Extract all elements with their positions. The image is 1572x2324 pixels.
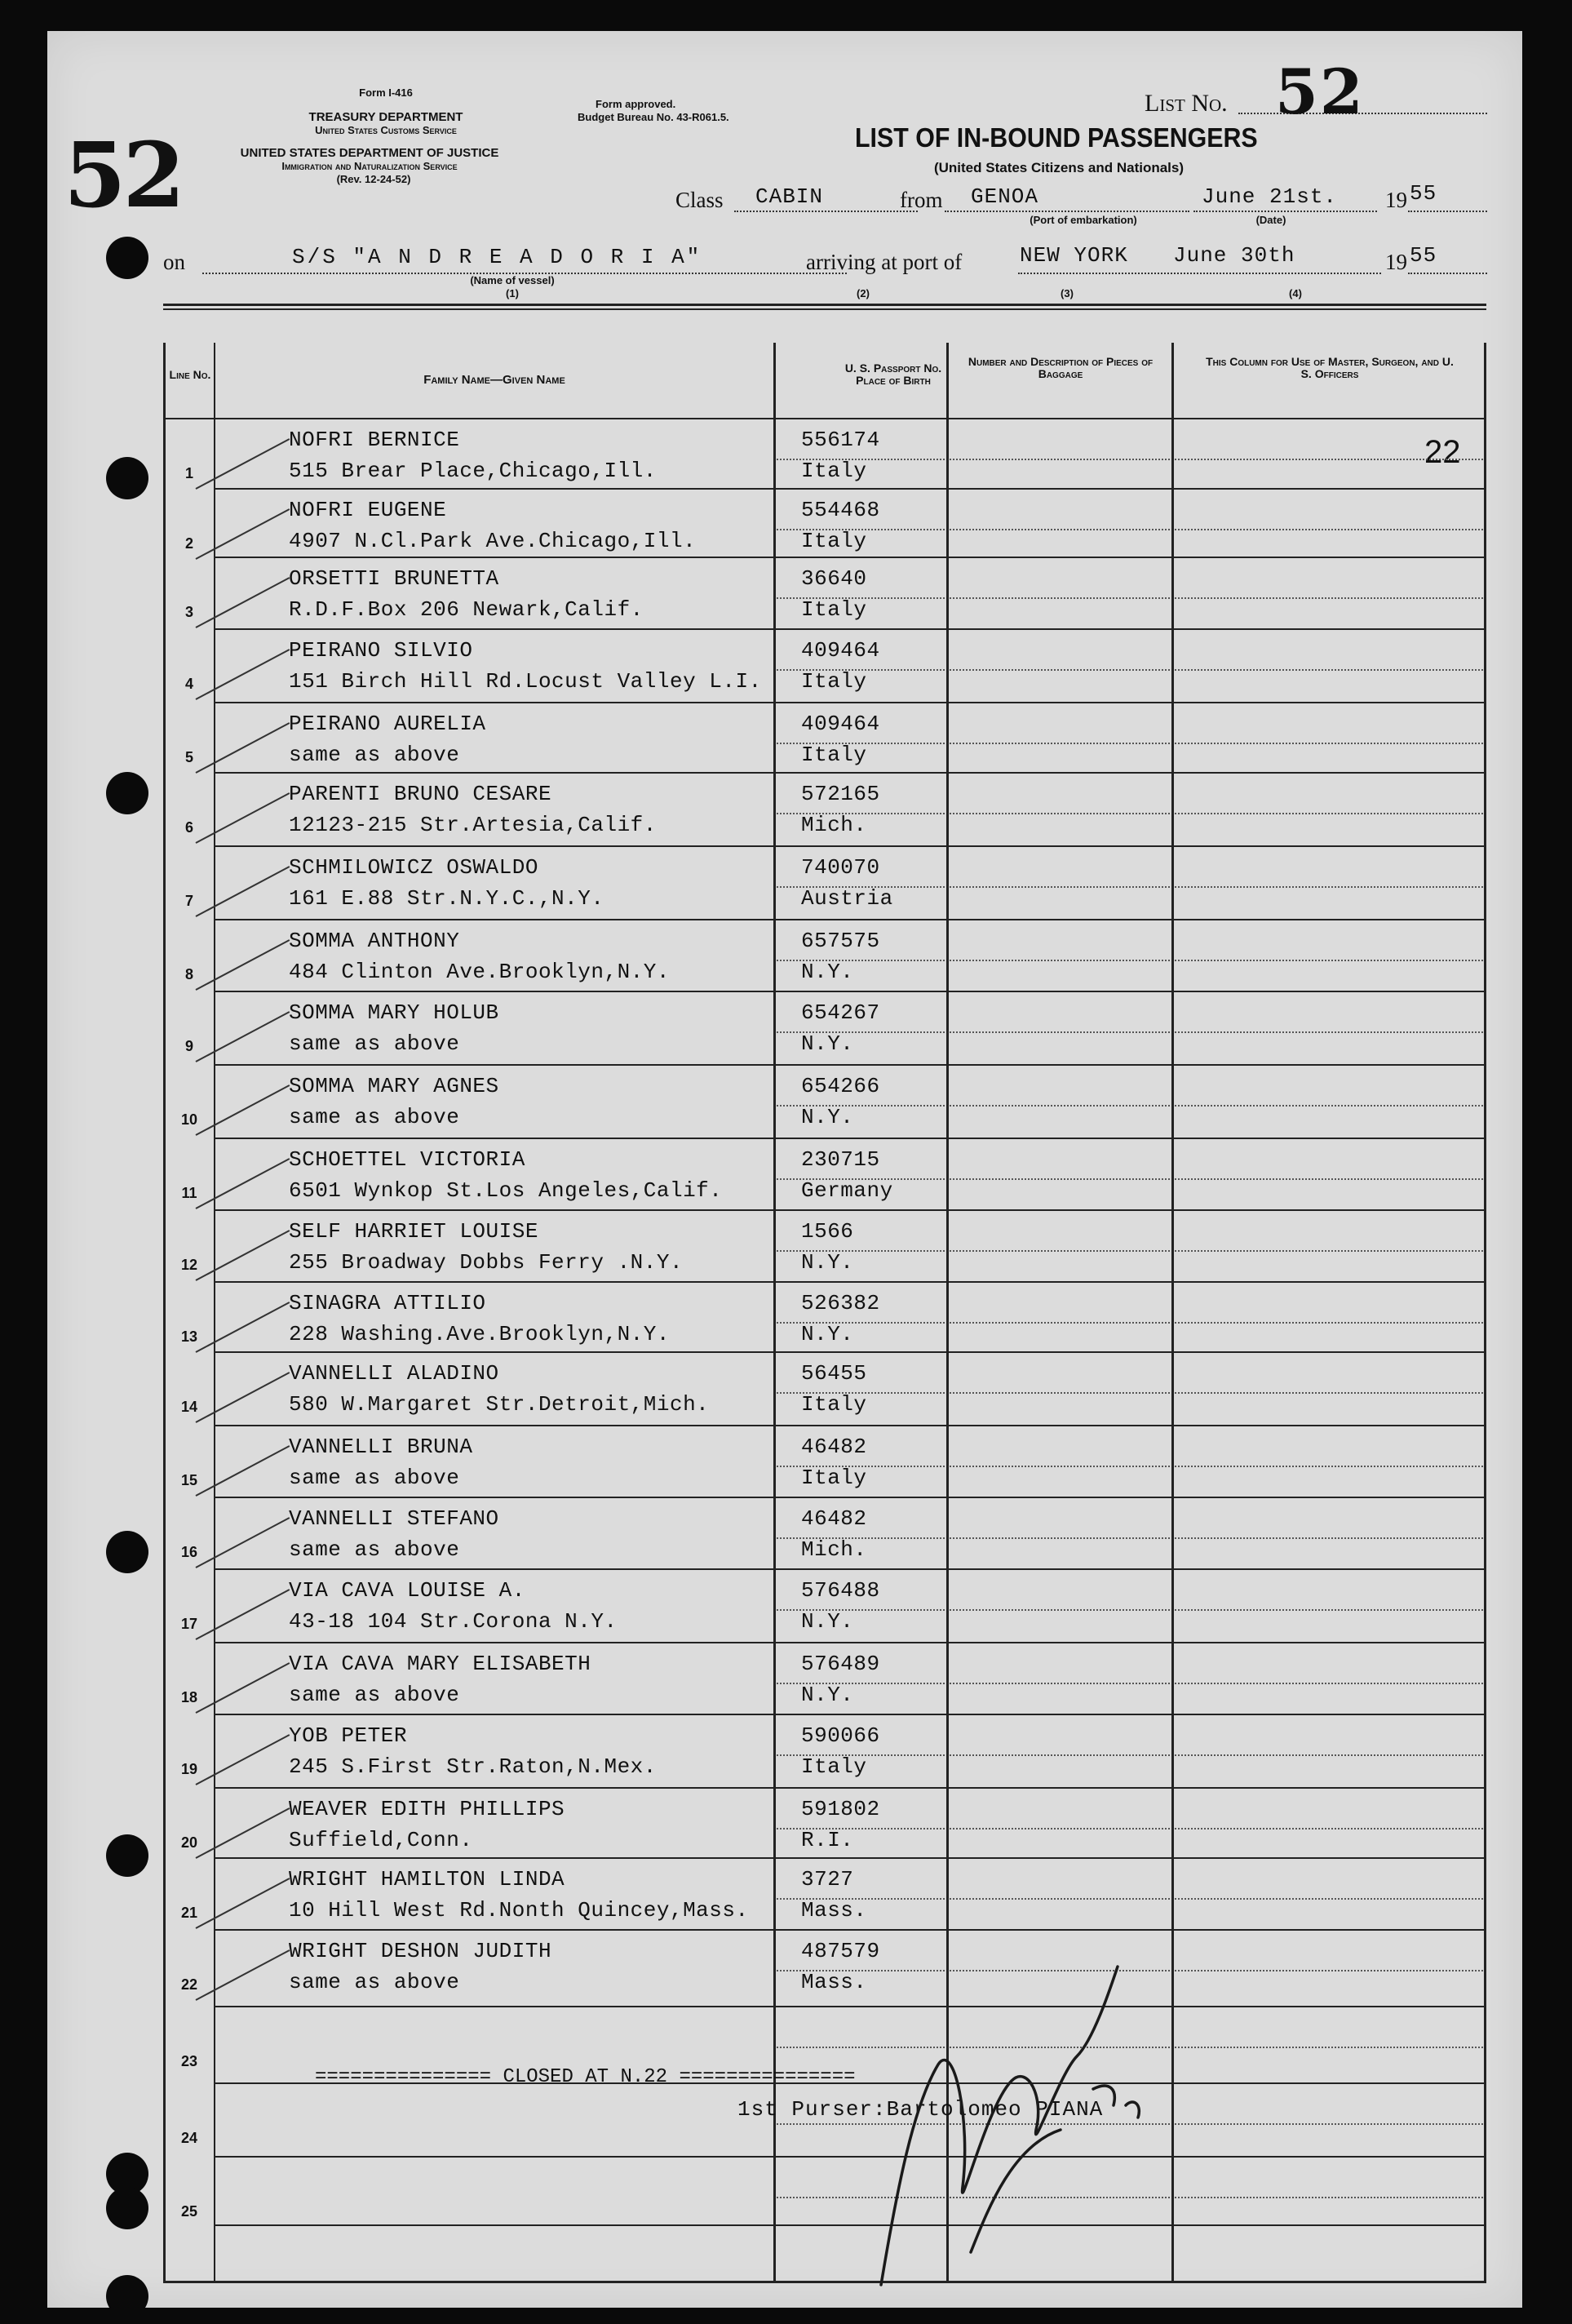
- passport-number: 590066: [801, 1723, 880, 1748]
- col4-caption: (4): [1289, 287, 1302, 299]
- check-mark: [196, 1662, 290, 1714]
- list-no-value: 52: [1275, 55, 1365, 128]
- passenger-name: WRIGHT DESHON JUDITH: [289, 1939, 552, 1963]
- passenger-name: NOFRI BERNICE: [289, 428, 460, 452]
- line-number: 23: [180, 2053, 198, 2069]
- port-embarkation-caption: (Port of embarkation): [1030, 214, 1137, 226]
- arriving-label: arriving at port of: [806, 250, 963, 274]
- check-mark: [196, 577, 290, 628]
- from-value: GENOA: [971, 184, 1039, 209]
- place-of-birth: N.Y.: [801, 1105, 854, 1129]
- line-number: 16: [180, 1544, 198, 1560]
- line-number: 6: [184, 819, 193, 836]
- passenger-address: same as above: [289, 1031, 460, 1056]
- punch-hole: [106, 2187, 148, 2229]
- place-of-birth: Italy: [801, 1392, 867, 1417]
- punch-hole: [106, 772, 148, 814]
- date-caption: (Date): [1255, 214, 1286, 226]
- place-of-birth: Italy: [801, 1466, 867, 1490]
- passport-number: 572165: [801, 782, 880, 806]
- check-mark: [196, 722, 290, 774]
- check-mark: [196, 1517, 290, 1568]
- check-mark: [196, 1230, 290, 1281]
- place-of-birth: Germany: [801, 1178, 893, 1203]
- punch-hole: [106, 1834, 148, 1877]
- passport-number: 46482: [801, 1435, 867, 1459]
- passenger-name: WRIGHT HAMILTON LINDA: [289, 1867, 565, 1892]
- col2-caption: (2): [857, 287, 870, 299]
- passenger-name: SCHOETTEL VICTORIA: [289, 1147, 525, 1172]
- dept-treasury: TREASURY DEPARTMENT: [308, 110, 463, 124]
- place-of-birth: Italy: [801, 529, 867, 553]
- dept-immigration: Immigration and Naturalization Service: [281, 160, 458, 172]
- passenger-address: R.D.F.Box 206 Newark,Calif.: [289, 597, 644, 622]
- line-number: 22: [180, 1976, 198, 1993]
- form-revision: (Rev. 12-24-52): [336, 173, 411, 185]
- line-number: 21: [180, 1905, 198, 1921]
- vessel-caption: (Name of vessel): [470, 274, 555, 286]
- line-number: 4: [184, 676, 193, 692]
- passenger-name: NOFRI EUGENE: [289, 498, 447, 522]
- passenger-name: VIA CAVA LOUISE A.: [289, 1578, 525, 1603]
- check-mark: [196, 1158, 290, 1209]
- place-of-birth: Mich.: [801, 1537, 867, 1562]
- arrival-port: NEW YORK: [1020, 243, 1128, 268]
- passport-number: 591802: [801, 1797, 880, 1821]
- passport-number: 657575: [801, 929, 880, 953]
- line-number: 14: [180, 1399, 198, 1415]
- place-of-birth: N.Y.: [801, 960, 854, 984]
- passenger-address: 4907 N.Cl.Park Ave.Chicago,Ill.: [289, 529, 697, 553]
- passenger-address: 151 Birch Hill Rd.Locust Valley L.I.: [289, 669, 762, 694]
- line-number: 1: [184, 465, 193, 481]
- passport-number: 409464: [801, 638, 880, 663]
- dept-justice: UNITED STATES DEPARTMENT OF JUSTICE: [240, 146, 499, 160]
- page-title: LIST OF IN-BOUND PASSENGERS: [855, 122, 1258, 153]
- passport-number: 46482: [801, 1506, 867, 1531]
- passport-number: 576489: [801, 1652, 880, 1676]
- passport-number: 740070: [801, 855, 880, 880]
- passport-number: 487579: [801, 1939, 880, 1963]
- passport-number: 230715: [801, 1147, 880, 1172]
- passenger-address: same as above: [289, 1537, 460, 1562]
- passport-number: 556174: [801, 428, 880, 452]
- line-number: 24: [180, 2130, 198, 2146]
- header-family-name: Family Name—Given Name: [423, 373, 565, 387]
- dept-customs: United States Customs Service: [315, 124, 457, 136]
- passenger-name: PEIRANO AURELIA: [289, 712, 486, 736]
- check-mark: [196, 1011, 290, 1062]
- class-label: Class: [675, 188, 724, 212]
- budget-bureau: Budget Bureau No. 43-R061.5.: [578, 111, 729, 123]
- passenger-address: 10 Hill West Rd.Nonth Quincey,Mass.: [289, 1898, 749, 1923]
- closing-line: =============== CLOSED AT N.22 ===============: [315, 2066, 856, 2088]
- check-mark: [196, 1807, 290, 1859]
- passenger-address: 161 E.88 Str.N.Y.C.,N.Y.: [289, 886, 604, 911]
- header-line-no: Line No.: [169, 368, 211, 381]
- line-number: 10: [180, 1111, 198, 1128]
- check-mark: [196, 792, 290, 844]
- passenger-name: SELF HARRIET LOUISE: [289, 1219, 538, 1244]
- passenger-address: 255 Broadway Dobbs Ferry .N.Y.: [289, 1250, 684, 1275]
- passenger-name: SOMMA MARY AGNES: [289, 1074, 499, 1098]
- place-of-birth: N.Y.: [801, 1031, 854, 1056]
- passenger-name: VANNELLI BRUNA: [289, 1435, 473, 1459]
- passport-number: 576488: [801, 1578, 880, 1603]
- list-no-label: List No.: [1145, 90, 1228, 117]
- passenger-address: 12123-215 Str.Artesia,Calif.: [289, 813, 657, 837]
- purser-line: 1st Purser:Bartolomeo PIANA: [737, 2097, 1104, 2122]
- check-mark: [196, 939, 290, 991]
- place-of-birth: Italy: [801, 459, 867, 483]
- passenger-name: PARENTI BRUNO CESARE: [289, 782, 552, 806]
- passport-number: 56455: [801, 1361, 867, 1386]
- place-of-birth: Italy: [801, 597, 867, 622]
- place-of-birth: N.Y.: [801, 1322, 854, 1346]
- check-mark: [196, 1734, 290, 1785]
- passenger-name: SCHMILOWICZ OSWALDO: [289, 855, 538, 880]
- check-mark: [196, 508, 290, 560]
- signature: [848, 1942, 1158, 2301]
- header-passport: U. S. Passport No. Place of Birth: [844, 361, 942, 387]
- passenger-address: Suffield,Conn.: [289, 1828, 473, 1852]
- place-of-birth: N.Y.: [801, 1250, 854, 1275]
- passport-number: 554468: [801, 498, 880, 522]
- passenger-name: SOMMA MARY HOLUB: [289, 1000, 499, 1025]
- passport-number: 1566: [801, 1219, 854, 1244]
- embark-year: 55: [1410, 181, 1437, 206]
- place-of-birth: Austria: [801, 886, 893, 911]
- form-approved: Form approved.: [596, 98, 676, 110]
- passenger-address: 580 W.Margaret Str.Detroit,Mich.: [289, 1392, 710, 1417]
- passenger-name: SINAGRA ATTILIO: [289, 1291, 486, 1315]
- check-mark: [196, 438, 290, 490]
- passenger-address: 6501 Wynkop St.Los Angeles,Calif.: [289, 1178, 723, 1203]
- line-number: 25: [180, 2203, 198, 2220]
- line-number: 20: [180, 1834, 198, 1851]
- class-value: CABIN: [755, 184, 824, 209]
- place-of-birth: Mass.: [801, 1970, 867, 1994]
- col3-caption: (3): [1061, 287, 1074, 299]
- place-of-birth: Mass.: [801, 1898, 867, 1923]
- line-number: 3: [184, 604, 193, 620]
- place-of-birth: Italy: [801, 669, 867, 694]
- line-number: 18: [180, 1689, 198, 1705]
- check-mark: [196, 1949, 290, 2001]
- line-number: 7: [184, 893, 193, 909]
- passenger-name: ORSETTI BRUNETTA: [289, 566, 499, 591]
- check-mark: [196, 1302, 290, 1353]
- check-mark: [196, 649, 290, 700]
- embark-date: June 21st.: [1202, 184, 1338, 209]
- embark-year-prefix: 19: [1385, 188, 1407, 212]
- passenger-address: 484 Clinton Ave.Brooklyn,N.Y.: [289, 960, 670, 984]
- arrival-year-prefix: 19: [1385, 250, 1407, 274]
- passenger-name: WEAVER EDITH PHILLIPS: [289, 1797, 565, 1821]
- passenger-name: VIA CAVA MARY ELISABETH: [289, 1652, 591, 1676]
- arrival-year: 55: [1410, 243, 1437, 268]
- place-of-birth: R.I.: [801, 1828, 854, 1852]
- header-officers: This Column for Use of Master, Surgeon, and U. S. Officers: [1206, 355, 1454, 380]
- place-of-birth: Italy: [801, 1754, 867, 1779]
- line-number: 12: [180, 1257, 198, 1273]
- passenger-name: PEIRANO SILVIO: [289, 638, 473, 663]
- passenger-table: [163, 310, 1486, 2283]
- passenger-name: SOMMA ANTHONY: [289, 929, 460, 953]
- check-mark: [196, 1878, 290, 1929]
- passport-number: 526382: [801, 1291, 880, 1315]
- document-sheet: [47, 31, 1522, 2308]
- line-number: 17: [180, 1616, 198, 1632]
- passenger-address: same as above: [289, 1466, 460, 1490]
- place-of-birth: Italy: [801, 743, 867, 767]
- place-of-birth: Mich.: [801, 813, 867, 837]
- passenger-address: same as above: [289, 1970, 460, 1994]
- punch-hole: [106, 2275, 148, 2317]
- stamp-number: 52: [64, 122, 183, 228]
- line-number: 5: [184, 749, 193, 765]
- line-number: 9: [184, 1038, 193, 1054]
- check-mark: [196, 866, 290, 917]
- passenger-name: VANNELLI STEFANO: [289, 1506, 499, 1531]
- on-label: on: [163, 250, 185, 274]
- page-subtitle: (United States Citizens and Nationals): [933, 160, 1185, 175]
- punch-hole: [106, 1531, 148, 1573]
- check-mark: [196, 1589, 290, 1640]
- passenger-name: YOB PETER: [289, 1723, 407, 1748]
- passport-number: 36640: [801, 566, 867, 591]
- line-number: 11: [181, 1185, 197, 1201]
- from-label: from: [900, 188, 943, 212]
- punch-hole: [106, 237, 148, 279]
- passport-number: 654266: [801, 1074, 880, 1098]
- passenger-address: 245 S.First Str.Raton,N.Mex.: [289, 1754, 657, 1779]
- check-mark: [196, 1084, 290, 1136]
- check-mark: [196, 1372, 290, 1423]
- form-number: Form I-416: [359, 86, 413, 99]
- header-baggage: Number and Description of Pieces of Baggage: [968, 355, 1154, 380]
- passenger-address: 43-18 104 Str.Corona N.Y.: [289, 1609, 618, 1634]
- passport-number: 409464: [801, 712, 880, 736]
- passenger-address: same as above: [289, 743, 460, 767]
- passport-number: 654267: [801, 1000, 880, 1025]
- passenger-address: same as above: [289, 1683, 460, 1707]
- arrival-date: June 30th: [1173, 243, 1295, 268]
- line-number: 15: [180, 1472, 198, 1488]
- passport-number: 3727: [801, 1867, 854, 1892]
- check-mark: [196, 1445, 290, 1497]
- passenger-name: VANNELLI ALADINO: [289, 1361, 499, 1386]
- officer-note: 22: [1424, 434, 1461, 470]
- passenger-address: same as above: [289, 1105, 460, 1129]
- line-number: 13: [180, 1328, 198, 1345]
- line-number: 19: [180, 1761, 198, 1777]
- passenger-address: 228 Washing.Ave.Brooklyn,N.Y.: [289, 1322, 670, 1346]
- place-of-birth: N.Y.: [801, 1609, 854, 1634]
- passenger-address: 515 Brear Place,Chicago,Ill.: [289, 459, 657, 483]
- line-number: 2: [184, 535, 193, 552]
- punch-hole: [106, 457, 148, 499]
- place-of-birth: N.Y.: [801, 1683, 854, 1707]
- line-number: 8: [184, 966, 193, 982]
- vessel-name: S/S "A N D R E A D O R I A": [292, 245, 702, 269]
- col1-caption: (1): [506, 287, 519, 299]
